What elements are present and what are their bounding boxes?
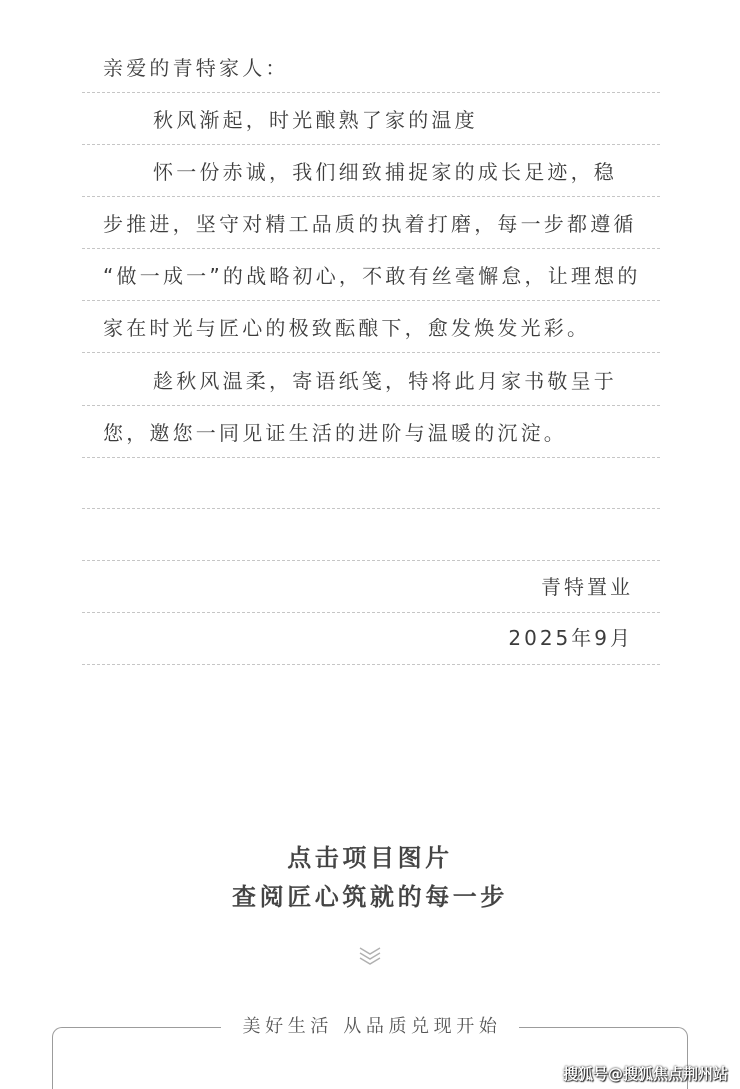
signature-company: 青特置业 xyxy=(541,575,633,599)
signature-date: 2025年9月 xyxy=(508,626,633,650)
dashed-rule xyxy=(82,508,660,509)
footer-label: 美好生活 从品质兑现开始 xyxy=(221,1014,520,1040)
dashed-rule xyxy=(82,405,660,406)
dashed-rule xyxy=(82,664,660,665)
dashed-rule xyxy=(82,612,660,613)
dashed-rule xyxy=(82,92,660,93)
letter-line: “做一成一”的战略初心，不敢有丝毫懈怠，让理想的 xyxy=(103,264,641,288)
dashed-rule xyxy=(82,560,660,561)
dashed-rule xyxy=(82,144,660,145)
dashed-rule xyxy=(82,196,660,197)
dashed-rule xyxy=(82,248,660,249)
double-chevron-down-icon xyxy=(358,945,382,965)
letter-line: 秋风渐起，时光酿熟了家的温度 xyxy=(153,108,478,132)
letter-greeting: 亲爱的青特家人： xyxy=(103,56,289,80)
letter-line: 您，邀您一同见证生活的进阶与温暖的沉淀。 xyxy=(103,421,567,445)
dashed-rule xyxy=(82,457,660,458)
letter-line: 趁秋风温柔，寄语纸笺，特将此月家书敬呈于 xyxy=(153,369,617,393)
dashed-rule xyxy=(82,300,660,301)
letter-line: 怀一份赤诚，我们细致捕捉家的成长足迹，稳 xyxy=(153,160,617,184)
watermark: 搜狐号@搜狐焦点荆州站 xyxy=(562,1065,728,1083)
footer-label-wrap xyxy=(0,1014,740,1040)
letter-line: 家在时光与匠心的极致酝酿下，愈发焕发光彩。 xyxy=(103,316,591,340)
cta-line-1: 点击项目图片 xyxy=(287,844,453,872)
letter-line: 步推进，坚守对精工品质的执着打磨，每一步都遵循 xyxy=(103,212,637,236)
cta-line-2: 查阅匠心筑就的每一步 xyxy=(232,883,508,911)
dashed-rule xyxy=(82,352,660,353)
